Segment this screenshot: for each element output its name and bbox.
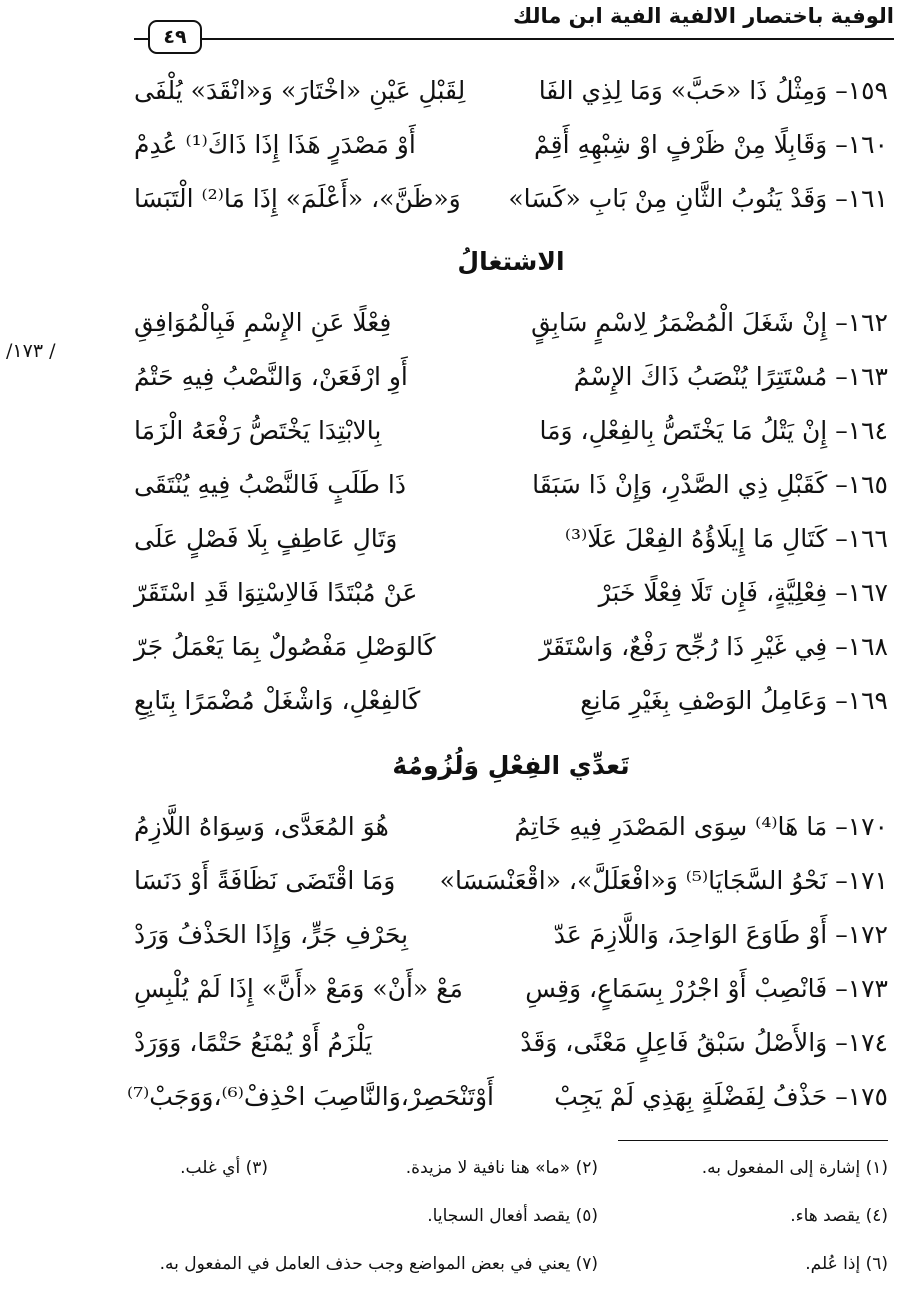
verse-line: [134, 516, 888, 562]
verse-line: [134, 858, 888, 904]
footnote-7: (٧) يعني في بعض المواضع وجب حذف العامل في المفعول به.: [159, 1254, 598, 1274]
running-title: الوفية باختصار الالفية الفية ابن مالك: [513, 4, 894, 28]
verse-line: [134, 68, 888, 114]
verse-text: – وَعَامِلُ الوَصْفِ بِغَيْرِ مَانِعِ: [580, 686, 848, 715]
verse-first-hemistich: [496, 570, 888, 616]
verse-text: – أَوْ طَاوَعَ الوَاحِدَ، وَاللَّازِمَ عَدّ: [553, 920, 848, 949]
verse-number: ١٧٤: [847, 1028, 888, 1057]
verse-first-hemistich: [496, 678, 888, 724]
footnote-row: [134, 1198, 888, 1234]
verse-second-hemistich: هُوَ المُعَدَّى، وَسِوَاهُ اللَّازِمُ: [134, 812, 389, 841]
footnote-3: (٣) أي غلب.: [180, 1158, 268, 1178]
verse-line: [134, 912, 888, 958]
footnote-1: (١) إشارة إلى المفعول به.: [701, 1158, 888, 1178]
verse-first-hemistich: [496, 68, 888, 114]
verse-second-hemistich: يَلْزَمُ أَوْ يُمْنَعُ حَتْمًا، وَوَرَدْ: [134, 1028, 373, 1057]
verse-number: ١٦٧: [847, 578, 888, 607]
verse-number: ١٦٤: [847, 416, 888, 445]
header-rule-left: [134, 38, 148, 40]
verse-line: [134, 966, 888, 1012]
verse-text: – فِي غَيْرِ ذَا رُجِّح رَفْعٌ، وَاسْتَقَرّ: [539, 632, 848, 661]
verse-line: [134, 122, 888, 168]
verse-first-hemistich: [496, 912, 888, 958]
verse-number: ١٥٩: [847, 76, 888, 105]
footnote-5: (٥) يقصد أفعال السجايا.: [427, 1206, 598, 1226]
verse-first-hemistich: [496, 966, 888, 1012]
verse-first-hemistich: [496, 804, 888, 850]
page-number: ٤٩: [148, 20, 202, 54]
footnote-row: [134, 1246, 888, 1282]
verse-line: [134, 678, 888, 724]
verse-first-hemistich: [496, 122, 888, 168]
verse-number: ١٧١: [847, 866, 888, 895]
verse-line: [134, 300, 888, 346]
verse-first-hemistich: [496, 354, 888, 400]
footnote-2: (٢) «ما» هنا نافية لا مزيدة.: [405, 1158, 598, 1178]
verse-text: – وَقَابِلًا مِنْ ظَرْفٍ اوْ شِبْهِهِ أَقِمْ: [534, 130, 848, 159]
verse-second-hemistich: لِقَبْلِ عَيْنِ «اخْتَارَ» وَ«انْقَدَ» يُلْفَى: [134, 76, 466, 105]
verse-second-hemistich: أَوْتَنْحَصِرْ،وَالنَّاصِبَ احْذِفْ⁽⁶⁾،وَوَجَبْ⁽⁷⁾: [126, 1082, 494, 1111]
verse-number: ١٧٠: [847, 812, 888, 841]
verse-second-hemistich: مَعْ «أَنْ» وَمَعْ «أَنَّ» إِذَا لَمْ يُلْبِسِ: [134, 974, 463, 1003]
verse-number: ١٦١: [847, 184, 888, 213]
verse-text: – كَقَبْلِ ذِي الصَّدْرِ، وَإِنْ ذَا سَبَقَا: [532, 470, 848, 499]
verse-second-hemistich: كَالوَصْلِ مَفْصُولٌ بِمَا يَعْمَلُ جَرّ: [134, 632, 436, 661]
verse-number: ١٦٢: [847, 308, 888, 337]
verse-line: [134, 804, 888, 850]
verse-number: ١٦٣: [847, 362, 888, 391]
verse-text: – كَتَالِ مَا إِيلَاؤُهُ الفِعْلَ عَلَا⁽³⁾: [564, 524, 848, 553]
verse-number: ١٧٣: [847, 974, 888, 1003]
verse-text: – إِنْ يَتْلُ مَا يَخْتَصُّ بِالفِعْلِ، وَمَا: [539, 416, 848, 445]
verse-line: [134, 354, 888, 400]
verse-number: ١٧٥: [847, 1082, 888, 1111]
verse-line: [126, 1074, 888, 1120]
verse-second-hemistich: وَتَالِ عَاطِفٍ بِلَا فَصْلٍ عَلَى: [134, 524, 398, 553]
verse-second-hemistich: كَالفِعْلِ، وَاشْغَلْ مُضْمَرًا بِتَابِعِ: [134, 686, 421, 715]
verse-line: [134, 570, 888, 616]
verse-second-hemistich: فِعْلًا عَنِ الإِسْمِ فَبِالْمُوَافِقِ: [134, 308, 392, 337]
verse-text: – وَقَدْ يَنُوبُ الثَّانِ مِنْ بَابِ «كَسَا»: [508, 184, 848, 213]
verse-text: – إِنْ شَغَلَ الْمُضْمَرُ لِاسْمٍ سَابِقٍ: [531, 308, 848, 337]
header-rule: [199, 38, 894, 40]
verse-first-hemistich: [496, 1074, 888, 1120]
verse-first-hemistich: [496, 1020, 888, 1066]
verse-line: [134, 1020, 888, 1066]
verse-first-hemistich: [496, 462, 888, 508]
verse-first-hemistich: [496, 408, 888, 454]
verse-second-hemistich: ذَا طَلَبٍ فَالنَّصْبُ فِيهِ يُنْتَقَى: [134, 470, 406, 499]
margin-page-reference: / ١٧٣/: [6, 340, 56, 362]
verse-number: ١٦٩: [847, 686, 888, 715]
section-title-taaddi: تَعدِّي الفِعْلِ وَلُزُومُهُ: [392, 751, 630, 780]
verse-first-hemistich: [496, 624, 888, 670]
verse-line: [134, 176, 888, 222]
verse-second-hemistich: بِحَرْفِ جَرٍّ، وَإِذَا الحَذْفُ وَرَدْ: [134, 920, 409, 949]
verse-line: [134, 408, 888, 454]
verse-first-hemistich: [439, 858, 888, 904]
verse-text: – نَحْوُ السَّجَايَا⁽⁵⁾ وَ«افْعَلَلَّ»، «اقْعَنْسَسَا»: [439, 866, 848, 895]
verse-text: – وَالأَصْلُ سَبْقُ فَاعِلٍ مَعْنًى، وَقَدْ: [520, 1028, 848, 1057]
verse-text: – حَذْفُ لِفَضْلَةٍ بِهَذِي لَمْ يَجِبْ: [554, 1082, 848, 1111]
verse-second-hemistich: أَوِ ارْفَعَنْ، وَالنَّصْبُ فِيهِ حَتْمُ: [134, 362, 408, 391]
section-title-ishtighal: الاشتغالُ: [457, 247, 565, 276]
verse-number: ١٦٦: [847, 524, 888, 553]
verse-text: – وَمِثْلُ ذَا «حَبَّ» وَمَا لِذِي الفَا: [538, 76, 848, 105]
verse-number: ١٦٨: [847, 632, 888, 661]
verse-second-hemistich: وَمَا اقْتَضَى نَظَافَةً أَوْ دَنَسَا: [134, 866, 396, 895]
verse-number: ١٦٠: [847, 130, 888, 159]
verse-second-hemistich: وَ«ظَنَّ»، «أَعْلَمَ» إِذَا مَا⁽²⁾ الْتَبَسَا: [134, 184, 461, 213]
verse-text: – مُسْتَتِرًا يُنْصَبُ ذَاكَ الإِسْمُ: [573, 362, 848, 391]
verse-line: [134, 624, 888, 670]
footnote-6: (٦) إذا عُلم.: [805, 1254, 888, 1274]
verse-line: [134, 462, 888, 508]
verse-second-hemistich: عَنْ مُبْتَدًا فَالاِسْتِوَا قَدِ اسْتَقَرّ: [134, 578, 418, 607]
footnote-rule: [618, 1140, 888, 1141]
verse-second-hemistich: أَوْ مَصْدَرٍ هَذَا إِذَا ذَاكَ⁽¹⁾ عُدِمْ: [134, 130, 416, 159]
verse-number: ١٦٥: [847, 470, 888, 499]
verse-text: – فِعْلِيَّةٍ، فَإِن تَلَا فِعْلًا خَبَرْ: [598, 578, 848, 607]
verse-number: ١٧٢: [847, 920, 888, 949]
page-header: [134, 4, 894, 48]
verse-second-hemistich: بِالابْتِدَا يَخْتَصُّ رَفْعَهُ الْزَمَا: [134, 416, 382, 445]
verse-first-hemistich: [496, 516, 888, 562]
verse-text: – فَانْصِبْ أَوْ اجْرُرْ بِسَمَاعٍ، وَقِسِ: [525, 974, 848, 1003]
verse-text: – مَا هَا⁽⁴⁾ سِوَى المَصْدَرِ فِيهِ خَاتِمُ: [514, 812, 848, 841]
footnote-row: [134, 1150, 888, 1186]
verse-first-hemistich: [496, 176, 888, 222]
footnote-4: (٤) يقصد هاء.: [790, 1206, 888, 1226]
verse-first-hemistich: [496, 300, 888, 346]
